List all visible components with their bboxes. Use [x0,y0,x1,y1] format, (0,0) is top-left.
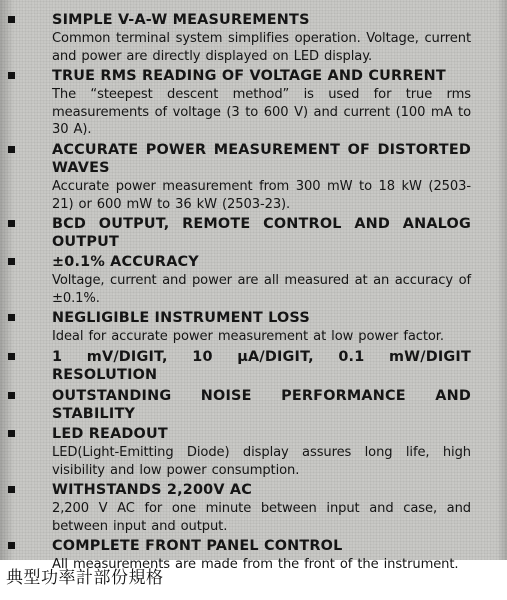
feature-heading: ACCURATE POWER MEASUREMENT OF DISTORTED WAVES [52,141,471,176]
feature-heading: BCD OUTPUT, REMOTE CONTROL AND ANALOG OUTPUT [52,216,471,251]
square-bullet-icon [8,542,15,549]
feature-item [35,215,471,251]
square-bullet-icon [8,146,15,153]
feature-heading: COMPLETE FRONT PANEL CONTROL [52,538,343,555]
feature-description: The “steepest descent method” is used for true rms measurements of voltage (3 to 600 V) and current (100 mA to 30 A). [52,87,471,138]
square-bullet-icon [8,220,15,227]
feature-item [35,387,471,423]
feature-heading: OUTSTANDING NOISE PERFORMANCE AND STABILITY [52,387,471,422]
feature-description: Accurate power measurement from 300 mW to 18 kW (2503-21) or 600 mW to 36 kW (2503-23). [52,178,471,212]
square-bullet-icon [8,72,15,79]
feature-description: Voltage, current and power are all measured at an accuracy of ±0.1%. [52,273,471,306]
feature-heading: WITHSTANDS 2,200V AC [52,482,253,499]
feature-item [35,253,471,307]
square-bullet-icon [8,353,15,360]
feature-item [35,309,471,346]
feature-item [35,11,471,65]
feature-item [35,141,471,213]
feature-description: All measurements are made from the front of the instrument. [52,557,459,573]
feature-item [35,67,471,139]
square-bullet-icon [8,16,15,23]
feature-item [35,425,471,479]
feature-heading: TRUE RMS READING OF VOLTAGE AND CURRENT [52,68,446,85]
square-bullet-icon [8,392,15,399]
square-bullet-icon [8,430,15,437]
feature-heading: NEGLIGIBLE INSTRUMENT LOSS [52,310,310,327]
feature-heading: LED READOUT [52,425,168,442]
feature-heading: ±0.1% ACCURACY [52,254,199,271]
square-bullet-icon [8,314,15,321]
square-bullet-icon [8,486,15,493]
feature-item [35,481,471,535]
feature-heading: SIMPLE V-A-W MEASUREMENTS [52,12,310,28]
feature-heading: 1 mV/DIGIT, 10 μA/DIGIT, 0.1 mW/DIGIT RESOLUTION [52,348,471,383]
feature-list [35,11,471,574]
feature-description: Common terminal system simplifies operation. Voltage, current and power are directly displayed on LED display. [52,31,471,64]
feature-description: Ideal for accurate power measurement at low power factor. [52,329,444,345]
feature-item [35,348,471,384]
feature-description: LED(Light-Emitting Diode) display assures long life, high visibility and low power consumption. [52,444,471,478]
feature-description: 2,200 V AC for one minute between input and case, and between input and output. [52,501,471,534]
image-caption: 典型功率計部份規格 [6,568,164,588]
square-bullet-icon [8,258,15,265]
